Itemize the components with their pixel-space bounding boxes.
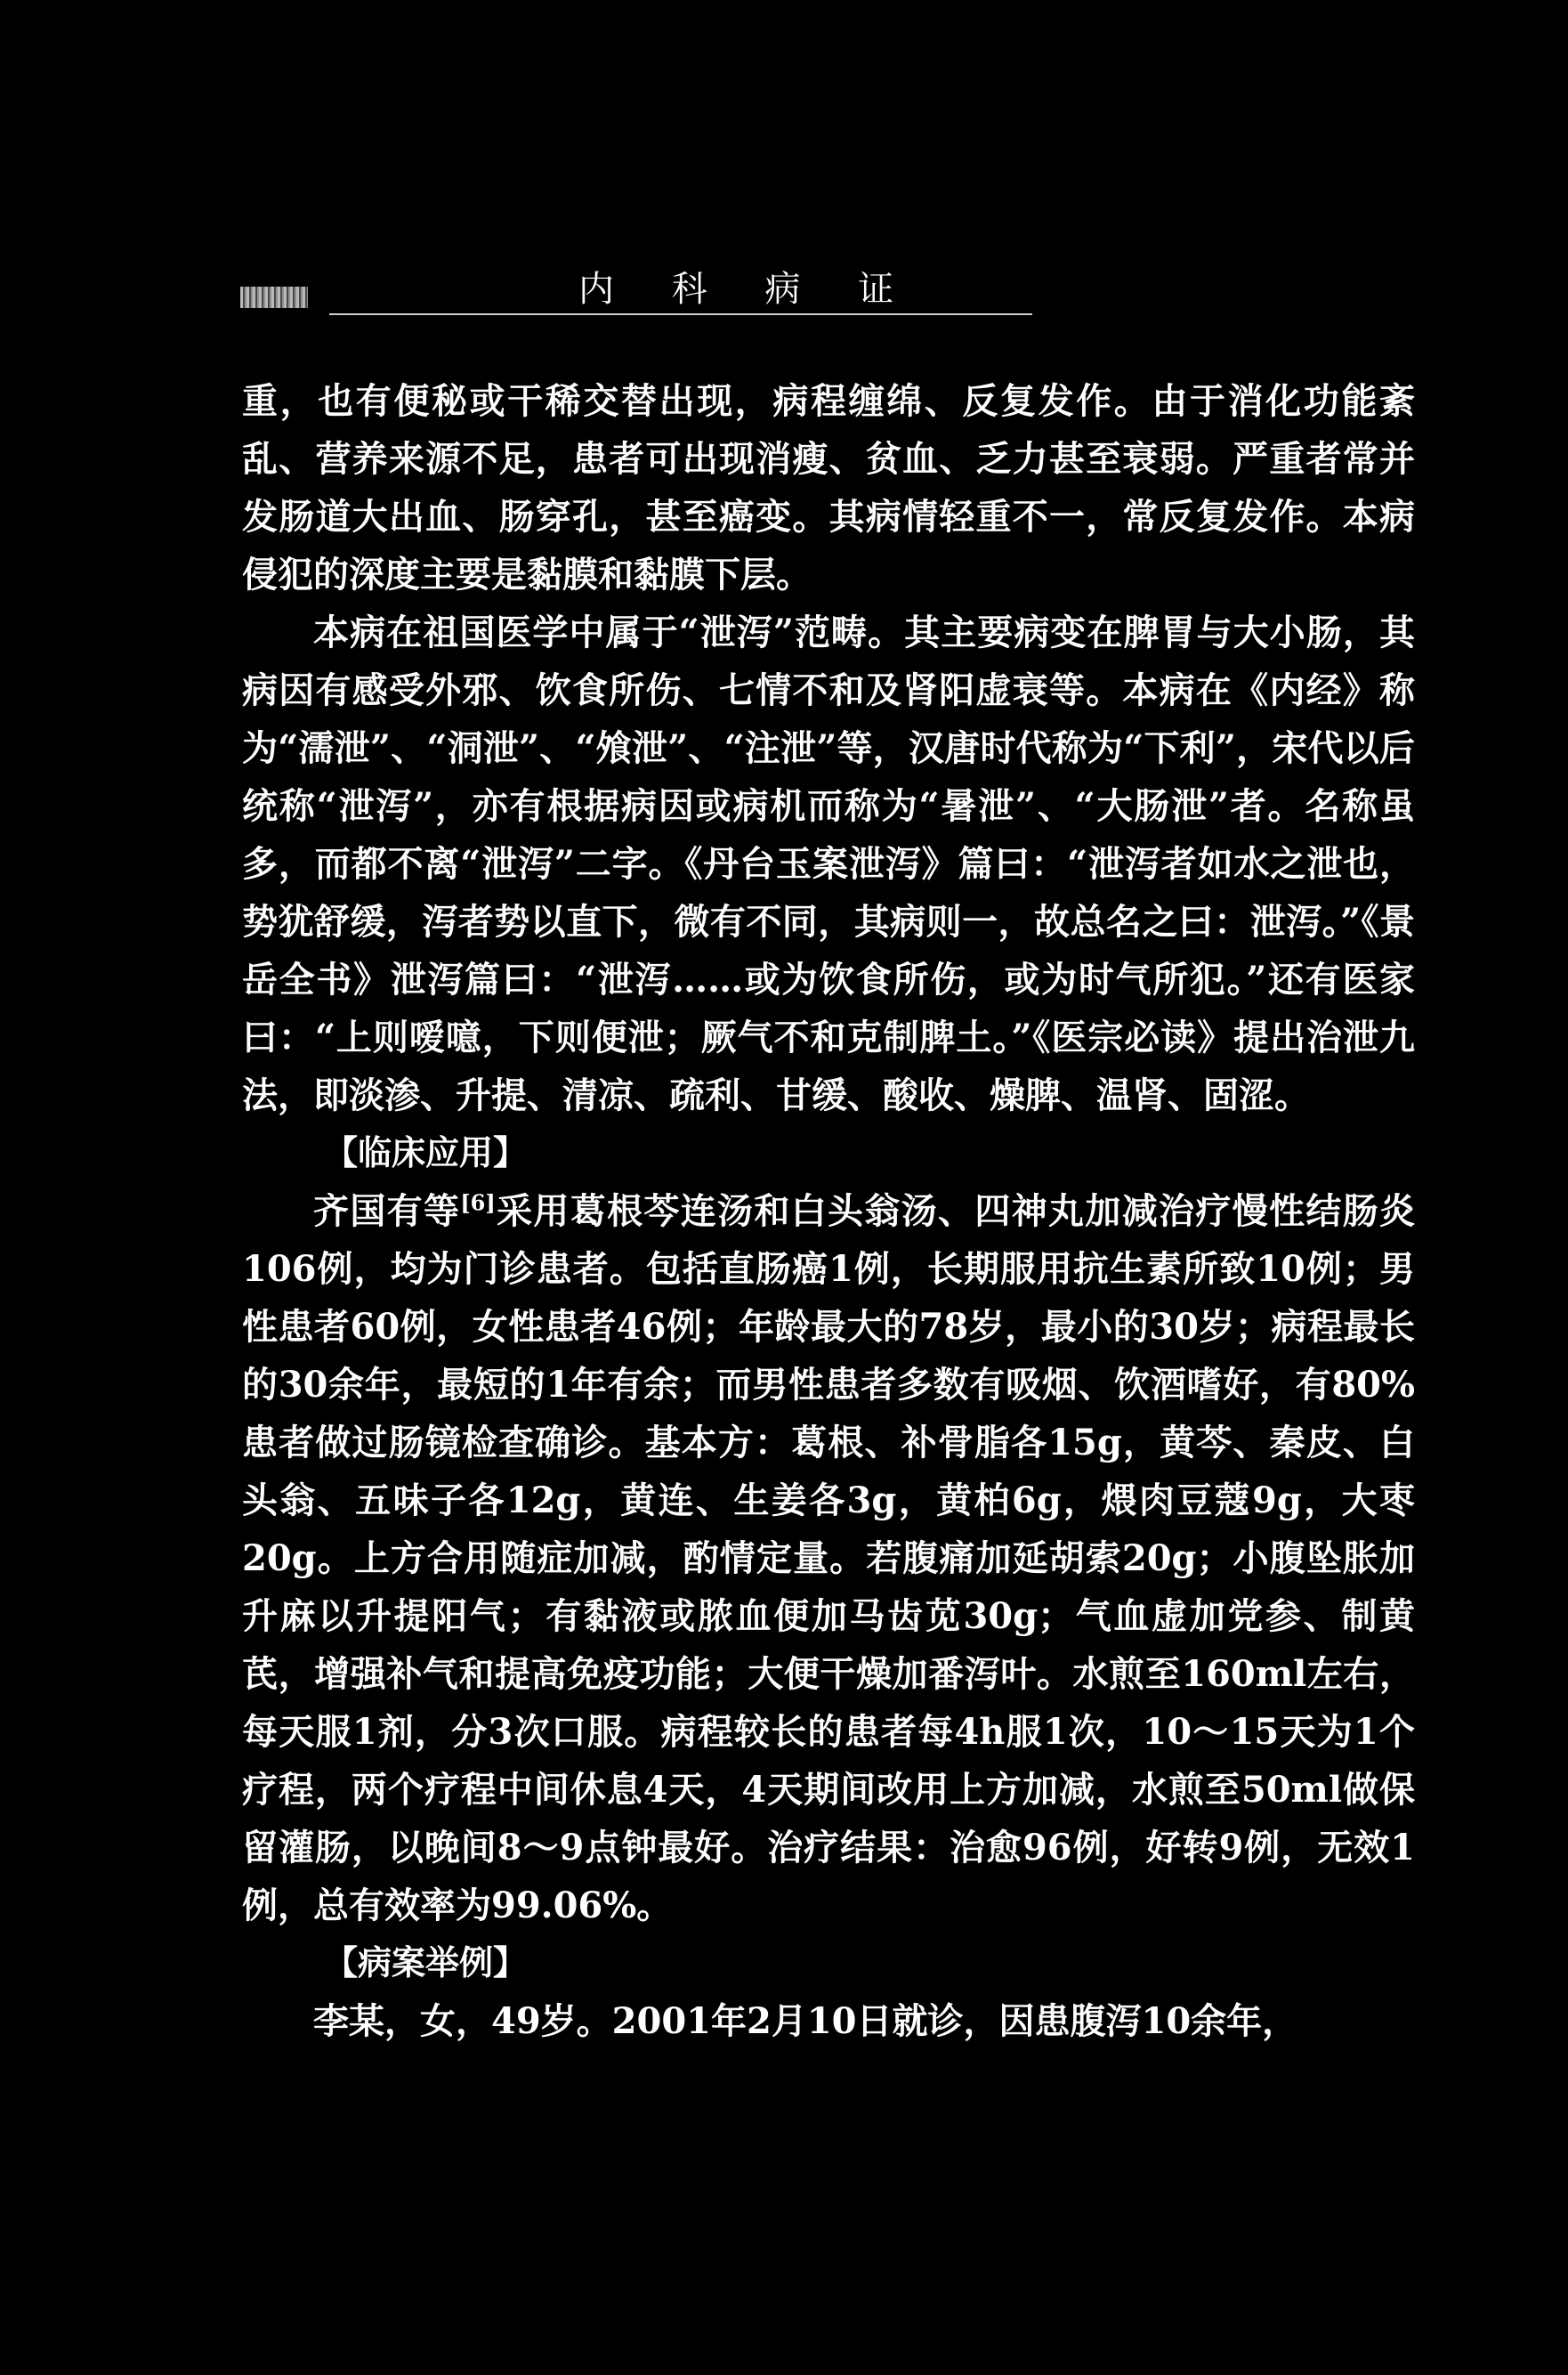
heading-case-example: 【病案举例】 — [324, 1943, 528, 1982]
paragraph-1: 重，也有便秘或干稀交替出现，病程缠绵、反复发作。由于消化功能紊乱、营养来源不足，患者可出现消瘦、贫血、乏力甚至衰弱。严重者常并发肠道大出血、肠穿孔，甚至癌变。其病情轻重不一，常反复发作。本病侵犯的深度主要是黏膜和黏膜下层。 — [242, 380, 1415, 596]
paragraph-3-start: 齐国有等 — [313, 1190, 461, 1232]
heading-clinical-application: 【临床应用】 — [324, 1133, 528, 1172]
body-text — [242, 372, 1415, 2050]
paragraph-3 — [242, 1182, 1415, 1934]
header-ornament — [240, 287, 308, 308]
paragraph-3-rest: 采用葛根芩连汤和白头翁汤、四神丸加减治疗慢性结肠炎106例，均为门诊患者。包括直肠癌1例，长期服用抗生素所致10例；男性患者60例，女性患者46例；年龄最大的78岁，最小的30岁；病程最长的30余年，最短的1年有余；而男性患者多数有吸烟、饮酒嗜好，有80%患者做过肠镜检查确诊。基本方：葛根、补骨脂各15g，黄芩、秦皮、白头翁、五味子各12g，黄连、生姜各3g，黄柏6g，煨肉豆蔻9g，大枣20g。上方合用随症加减，酌情定量。若腹痛加延胡索20g；小腹坠胀加升麻以升提阳气；有黏液或脓血便加马齿苋30g；气血虚加党参、制黄芪，增强补气和提高免疫功能；大便干燥加番泻叶。水煎至160ml左右，每天服1剂，分3次口服。病程较长的患者每4h服1次，10～15天为1个疗程，两个疗程中间休息4天，4天期间改用上方加减，水煎至50ml做保留灌肠，以晚间8～9点钟最好。治疗结果：治愈96例，好转9例，无效1例，总有效率为99.06%。 — [242, 1190, 1416, 1926]
header-rule — [329, 313, 1032, 315]
running-header — [240, 267, 1032, 320]
running-title: 内 科 病 证 — [578, 269, 917, 310]
reference-marker: [6] — [460, 1189, 496, 1216]
paragraph-4: 李某，女，49岁。2001年2月10日就诊，因患腹泻10余年， — [313, 2000, 1298, 2042]
paragraph-2: 本病在祖国医学中属于“泄泻”范畴。其主要病变在脾胃与大小肠，其病因有感受外邪、饮食所伤、七情不和及肾阳虚衰等。本病在《内经》称为“濡泄”、“洞泄”、“飧泄”、“注泄”等，汉唐时代称为“下利”，宋代以后统称“泄泻”，亦有根据病因或病机而称为“暑泄”、“大肠泄”者。名称虽多，而都不离“泄泻”二字。《丹台玉案泄泻》篇曰：“泄泻者如水之泄也，势犹舒缓，泻者势以直下，微有不同，其病则一，故总名之曰：泄泻。”《景岳全书》泄泻篇曰：“泄泻……或为饮食所伤，或为时气所犯。”还有医家曰：“上则嗳噫，下则便泄；厥气不和克制脾土。”《医宗必读》提出治泄九法，即淡渗、升提、清凉、疏利、甘缓、酸收、燥脾、温肾、固涩。 — [242, 612, 1415, 1116]
